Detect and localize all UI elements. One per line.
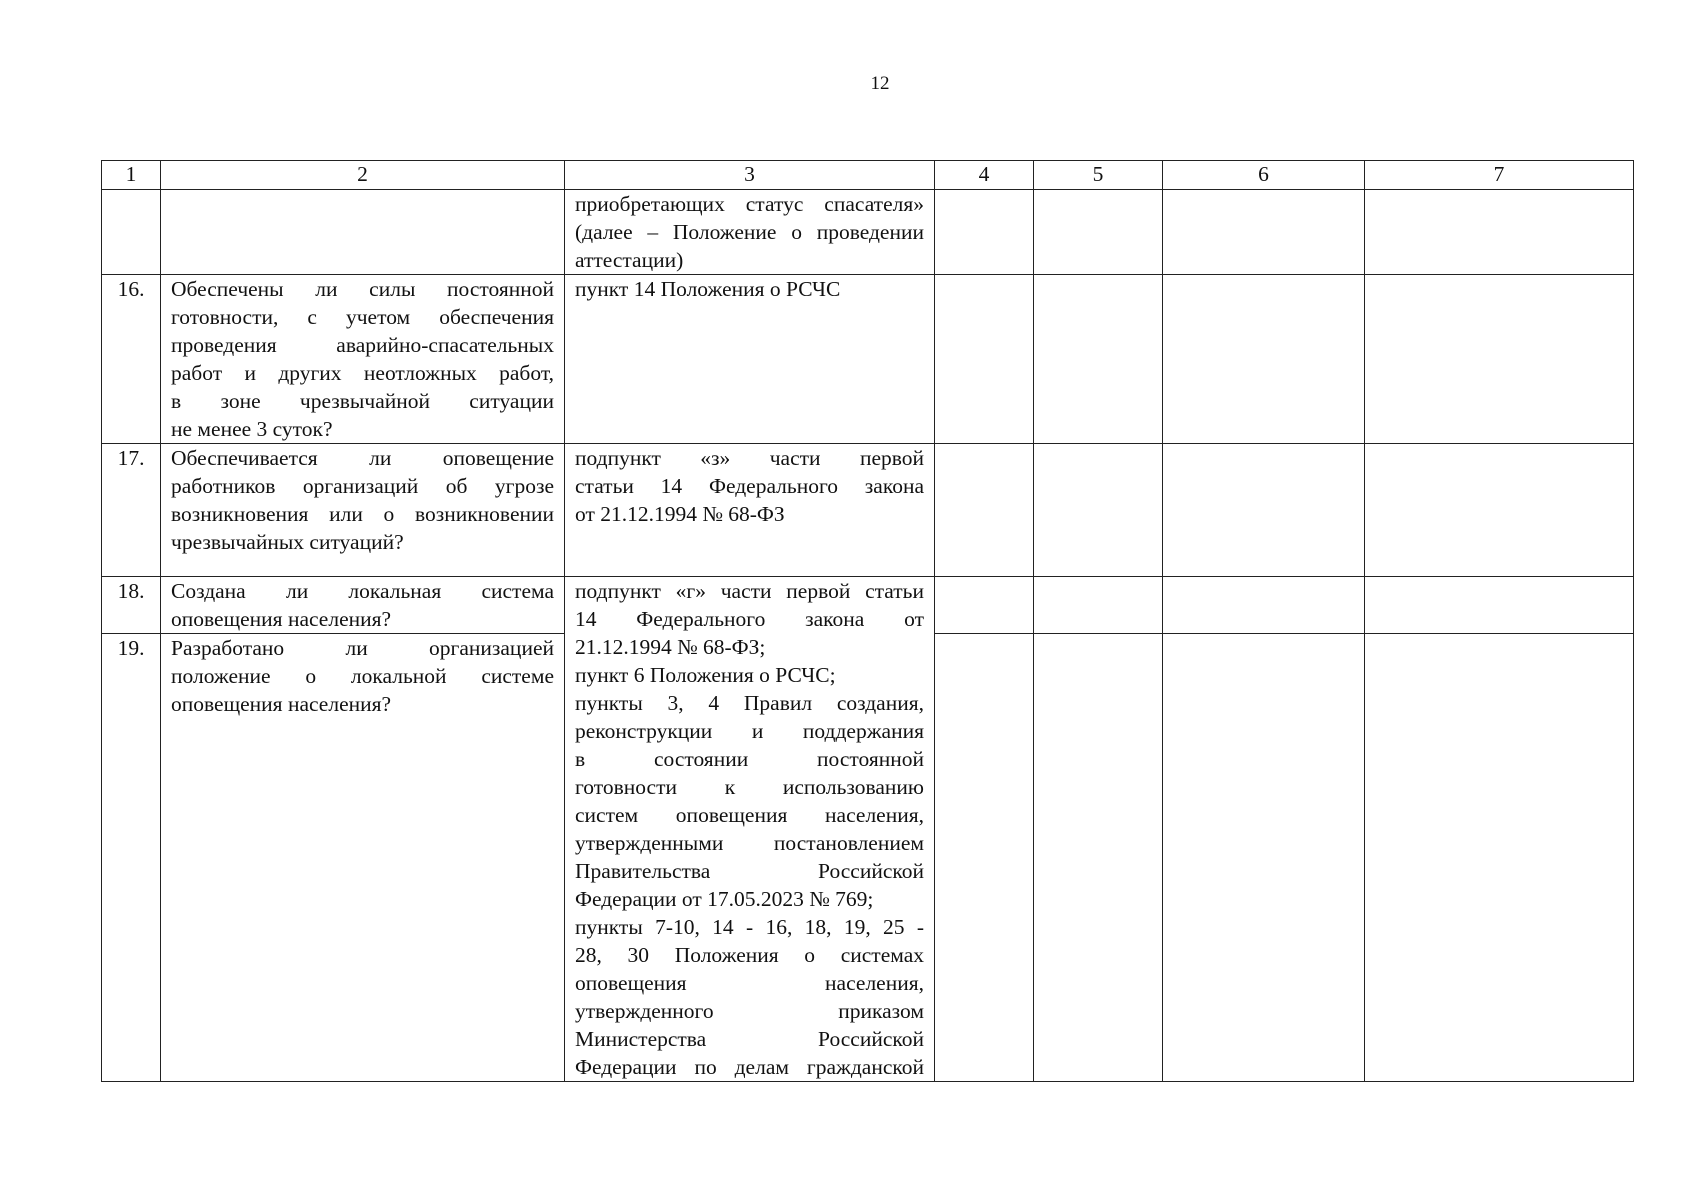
reference-line: 21.12.1994 № 68-ФЗ; (575, 635, 766, 659)
empty-cell (935, 444, 1034, 577)
question-line: чрезвычайных ситуаций? (171, 530, 404, 554)
question-cell (161, 444, 565, 577)
reference-line: оповещения населения, (575, 971, 924, 995)
reference-line: утвержденного приказом (575, 999, 924, 1023)
reference-line: готовности к использованию (575, 775, 924, 799)
question-line: не менее 3 суток? (171, 417, 333, 441)
reference-line: утвержденными постановлением (575, 831, 924, 855)
checklist-table (101, 160, 1634, 1082)
reference-line: реконструкции и поддержания (575, 719, 924, 743)
question-cell (161, 577, 565, 634)
reference-line: приобретающих статус спасателя» (575, 192, 924, 216)
row-number-cell: 18. (102, 577, 161, 634)
question-line: в зоне чрезвычайной ситуации (171, 389, 554, 413)
table-row (102, 190, 1634, 275)
row-number-cell: 17. (102, 444, 161, 577)
reference-line: (далее – Положение о проведении (575, 220, 924, 244)
empty-cell (935, 190, 1034, 275)
question-line: работ и других неотложных работ, (171, 361, 554, 385)
empty-cell (1163, 634, 1365, 1082)
reference-line: систем оповещения населения, (575, 803, 924, 827)
column-number-3: 3 (565, 161, 935, 190)
row-number-cell (102, 190, 161, 275)
empty-cell (1163, 577, 1365, 634)
column-number-row (102, 161, 1634, 190)
reference-line: аттестации) (575, 248, 684, 272)
question-cell (161, 275, 565, 444)
reference-line: Правительства Российской (575, 859, 924, 883)
reference-line: подпункт «з» части первой (575, 446, 924, 470)
question-line: оповещения населения? (171, 607, 392, 631)
question-line: готовности, с учетом обеспечения (171, 305, 554, 329)
empty-cell (1034, 275, 1163, 444)
empty-cell (935, 634, 1034, 1082)
row-number-cell: 19. (102, 634, 161, 1082)
reference-line: от 21.12.1994 № 68-ФЗ (575, 502, 785, 526)
reference-line: Федерации от 17.05.2023 № 769; (575, 887, 874, 911)
reference-cell (565, 444, 935, 577)
question-line: Обеспечены ли силы постоянной (171, 277, 554, 301)
question-line: Обеспечивается ли оповещение (171, 446, 554, 470)
reference-line: пункт 14 Положения о РСЧС (575, 277, 841, 301)
question-line: положение о локальной системе (171, 664, 554, 689)
reference-line: в состоянии постоянной (575, 747, 924, 771)
column-number-7: 7 (1365, 161, 1634, 190)
table-row (102, 275, 1634, 444)
reference-line: Федерации по делам гражданской (575, 1055, 924, 1079)
reference-line: статьи 14 Федерального закона (575, 474, 924, 498)
column-number-1: 1 (102, 161, 161, 190)
empty-cell (1163, 444, 1365, 577)
empty-cell (1034, 634, 1163, 1082)
empty-cell (1034, 190, 1163, 275)
empty-cell (1365, 577, 1634, 634)
column-number-6: 6 (1163, 161, 1365, 190)
question-cell (161, 634, 565, 1082)
reference-line: 14 Федерального закона от (575, 607, 924, 631)
empty-cell (1163, 275, 1365, 444)
reference-cell (565, 275, 935, 444)
reference-line: подпункт «г» части первой статьи (575, 579, 924, 603)
row-number-cell: 16. (102, 275, 161, 444)
table-row (102, 444, 1634, 577)
empty-cell (935, 577, 1034, 634)
page-number: 12 (870, 73, 890, 94)
reference-line: пункты 3, 4 Правил создания, (575, 691, 924, 715)
question-line: Создана ли локальная система (171, 579, 554, 603)
table-row (102, 577, 1634, 634)
empty-cell (1034, 577, 1163, 634)
empty-cell (1034, 444, 1163, 577)
reference-cell (565, 577, 935, 1082)
empty-cell (1365, 444, 1634, 577)
reference-line: 28, 30 Положения о системах (575, 943, 924, 967)
question-cell (161, 190, 565, 275)
empty-cell (1163, 190, 1365, 275)
question-line: проведения аварийно-спасательных (171, 333, 554, 357)
reference-line: Министерства Российской (575, 1027, 924, 1051)
column-number-2: 2 (161, 161, 565, 190)
reference-line: пункты 7-10, 14 - 16, 18, 19, 25 - (575, 915, 924, 939)
empty-cell (935, 275, 1034, 444)
empty-cell (1365, 275, 1634, 444)
question-line: работников организаций об угрозе (171, 474, 554, 498)
question-line: Разработано ли организацией (171, 636, 554, 661)
empty-cell (1365, 634, 1634, 1082)
reference-line: пункт 6 Положения о РСЧС; (575, 663, 836, 687)
question-line: возникновения или о возникновении (171, 502, 554, 526)
empty-cell (1365, 190, 1634, 275)
column-number-5: 5 (1034, 161, 1163, 190)
column-number-4: 4 (935, 161, 1034, 190)
question-line: оповещения населения? (171, 692, 392, 717)
reference-cell (565, 190, 935, 275)
